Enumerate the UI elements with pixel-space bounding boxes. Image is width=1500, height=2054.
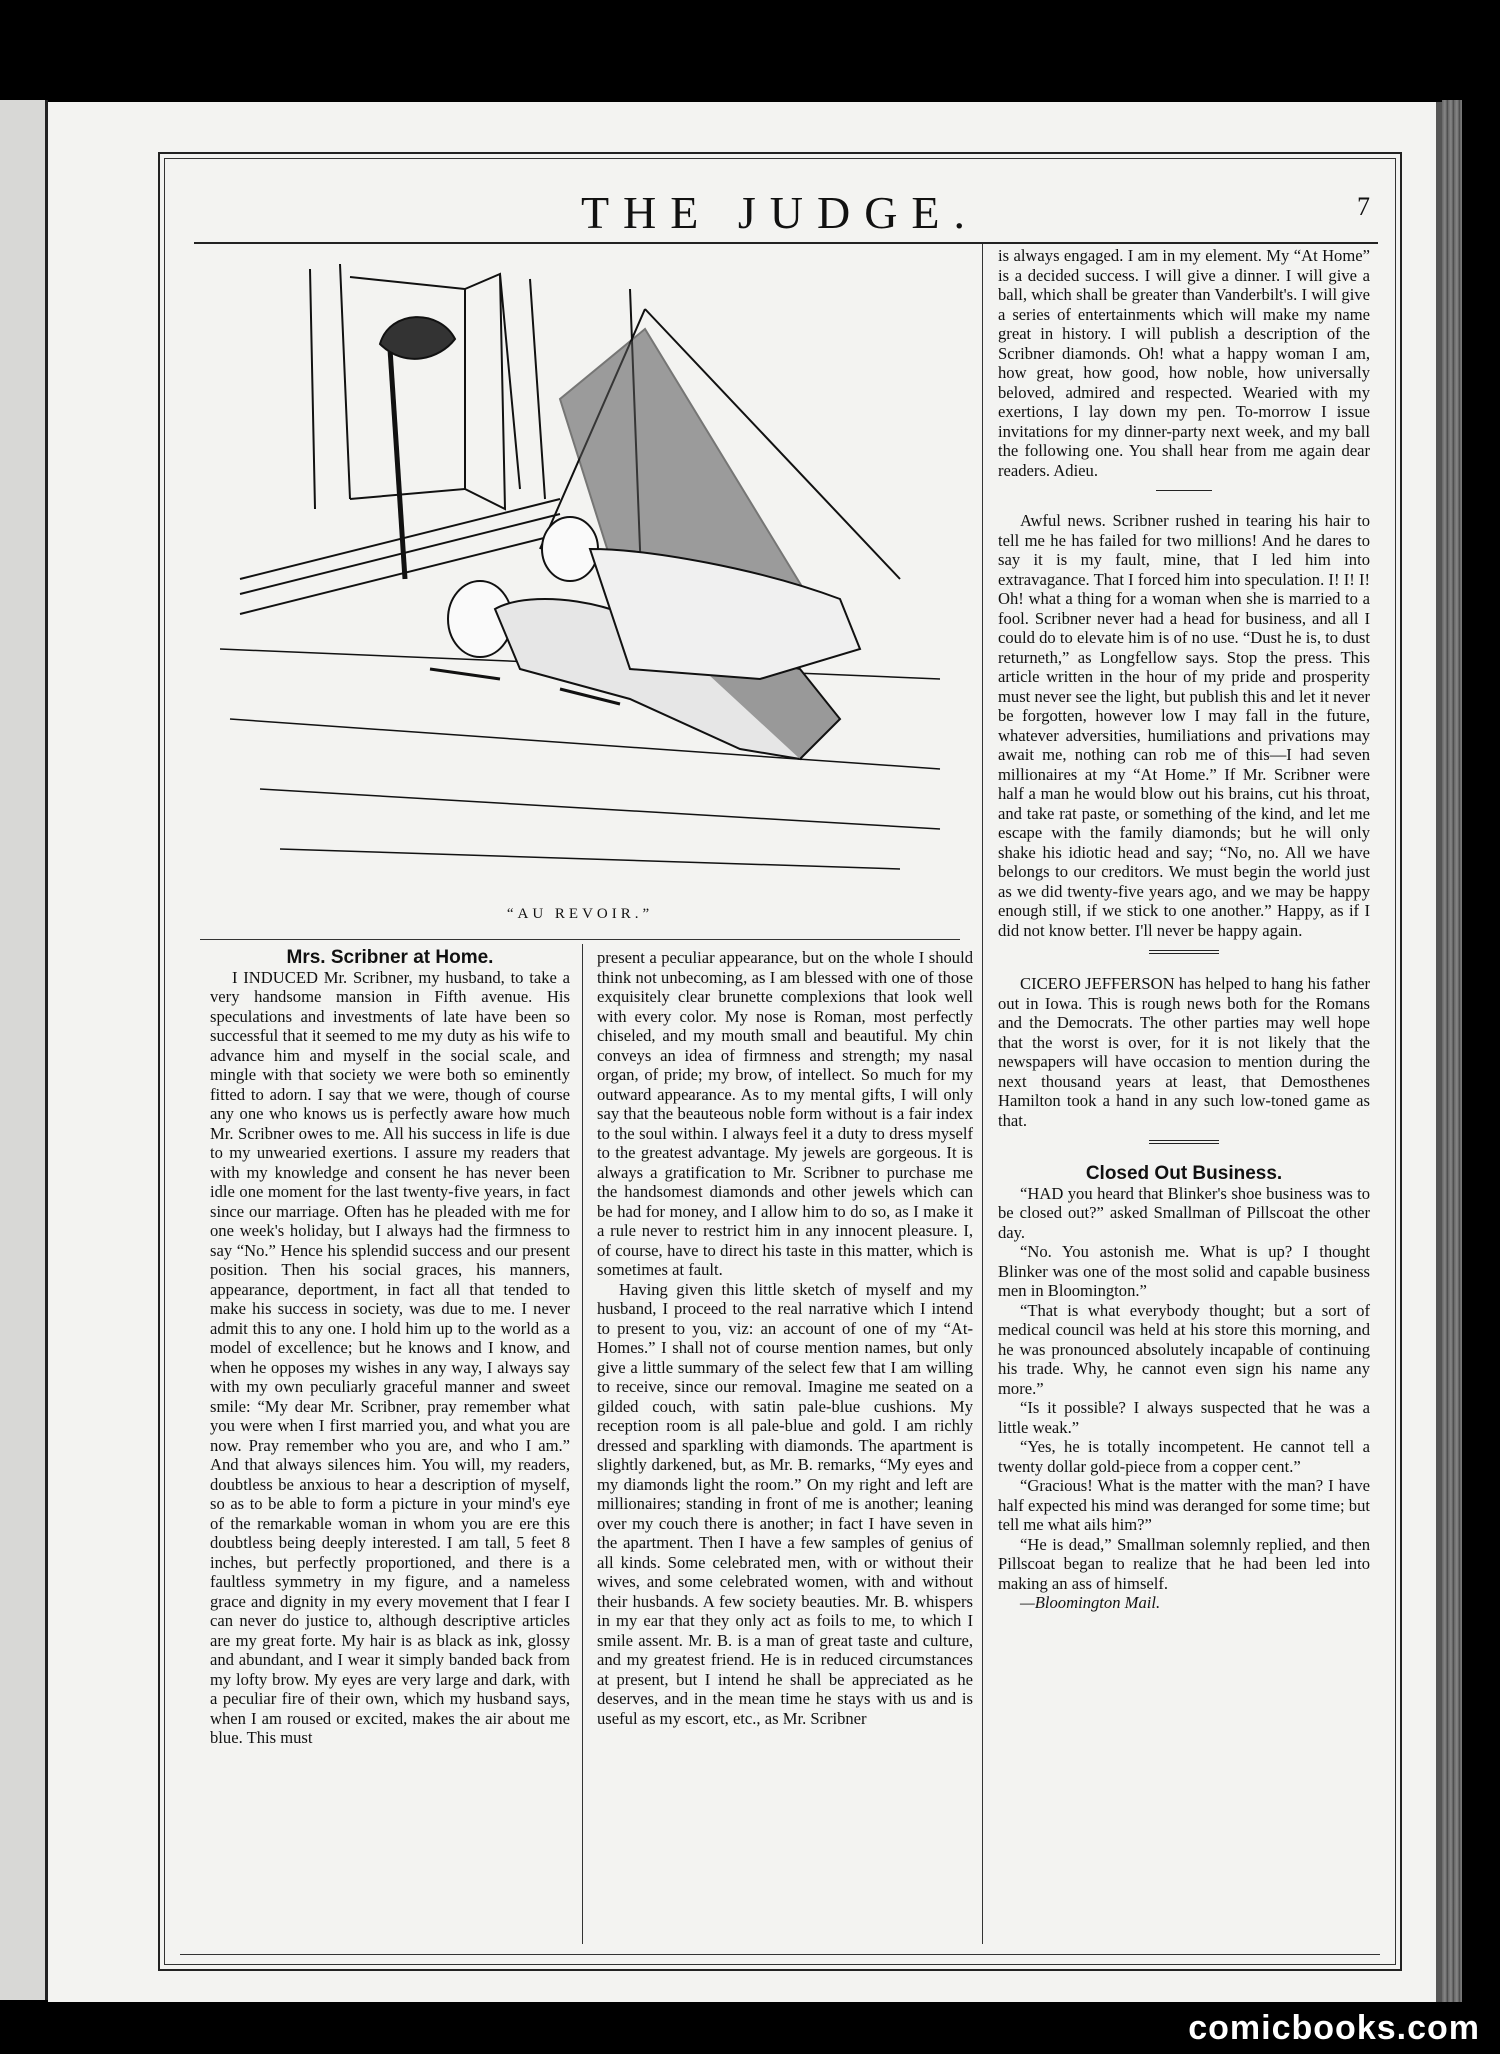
masthead: THE JUDGE. <box>580 187 980 238</box>
book-spine-edge <box>1442 100 1462 2002</box>
page-frame <box>158 152 1402 1971</box>
footer-rule <box>180 1954 1380 1955</box>
article-paragraph: I INDUCED Mr. Scribner, my husband, to take a very handsome mansion in Fifth avenue. His speculations and investments of late have been so successful that it seemed to me my duty as his wife to advance him and myself in the social scale, and mingle with that society we were both so eminently fitted to adorn. I say that we were, though of course any one who knows us is perfectly aware how much Mr. Scribner owes to me. All his success in life is due to my unwearied exertions. I assure my readers that with my knowledge and consent he has never been idle one moment for the last twenty-five years, in fact since our marriage. Often has he pleaded with me for one week's holiday, but I always had the firmness to say “No.” Hence his splendid success and our present position. Then his social graces, his manners, appearance, deportment, in fact all that tended to make his success in society, was due to me. I never admit this to any one. I hold him up to the world as a model of excellence; but he knows and I know, and when he opposes my wishes in any way, I always say with my own peculiarly graceful manner and sweet smile: “My dear Mr. Scribner, pray remember what you were when I first married you, and what you are now. Pray remember who you are, and who I am.” And that always silences him. You will, my readers, doubtless be anxious to hear a description of myself, so as to be able to form a picture in your mind's eye of the remarkable woman in whom you are ere this doubtless being deeply interested. I am tall, 5 feet 8 inches, but perfectly proportioned, and there is a faultless symmetry in my figure, and a nameless grace and dignity in my every movement that I fear I can never do justice to, although descriptive articles are my great forte. My hair is as black as ink, glossy and abundant, and I wear it simply banded back from my lofty brow. My eyes are very large and dark, with a peculiar fire of their own, which my husband says, when I am roused or excited, makes the air about me blue. This must <box>210 967 570 1747</box>
article-column-2 <box>597 948 973 1728</box>
left-page-edge <box>0 100 48 2000</box>
illustration <box>200 249 960 939</box>
column-rule-2 <box>982 244 983 1944</box>
article-column-3 <box>998 246 1370 1613</box>
article-cicero-jefferson: CICERO JEFFERSON has helped to hang his father out in Iowa. This is rough news both for the Romans and the Democrats. The other parties may well hope that the worst is over, for it is not likely that the newspapers will have occasion to mention during the next thousand years at least, that Demosthenes Hamilton took a hand in any such low-toned game as that. <box>998 974 1370 1130</box>
figures <box>430 517 860 759</box>
article-paragraph: “Yes, he is totally incompetent. He cannot tell a twenty dollar gold-piece from a copper cent.” <box>998 1437 1370 1476</box>
article-paragraph: “No. You astonish me. What is up? I thought Blinker was one of the most solid and capable business men in Bloomington.” <box>998 1242 1370 1300</box>
section-separator <box>1149 950 1219 954</box>
watermark: comicbooks.com <box>1188 2009 1480 2047</box>
cat-figure <box>380 317 455 359</box>
article-paragraph: “Gracious! What is the matter with the man? I have half expected his mind was deranged for some time; but tell me what ails him?” <box>998 1476 1370 1534</box>
article-paragraph: Awful news. Scribner rushed in tearing his hair to tell me he has failed for two millions! And he dares to say it is my fault, mine, that I led him into extravagance. That I forced him into speculation. I! I! I! Oh! what a thing for a woman when she is married to a fool. Scribner never had a head for business, and all I could do to elevate him is of no use. “Dust he is, to dust returneth,” as Longfellow says. Stop the press. This article written in the hour of my pride and prosperity must never see the light, but publish this and let it never be forgotten, however low I may fall in the future, whatever adversities, humiliations and privations may await me, nothing can rob me of this—I had seven millionaires at my “At Home.” If Mr. Scribner were half a man he would blow out his brains, cut his throat, and take rat paste, or something of the kind, and let me escape with the family diamonds; but he will only shake his idiotic head and say; “No, no. All we have belongs to our creditors. We must begin the world just as we did twenty-five years ago, and we may be happy enough still, if we stick to one another.” Happy, as if I did not know better. I'll never be happy again. <box>998 511 1370 940</box>
article-paragraph: “HAD you heard that Blinker's shoe business was to be closed out?” asked Smallman of Pillscoat the other day. <box>998 1183 1370 1242</box>
illustration-drawing <box>200 249 960 889</box>
section-separator <box>1149 1140 1219 1144</box>
section-separator <box>1156 490 1212 491</box>
newspaper-page <box>48 102 1442 2002</box>
article-paragraph: “He is dead,” Smallman solemnly replied, and then Pillscoat began to realize that he had been led into making an ass of himself. <box>998 1534 1370 1593</box>
illustration-caption: “AU REVOIR.” <box>506 906 654 922</box>
article-paragraph: is always engaged. I am in my element. My “At Home” is a decided success. I will give a dinner. I will give a ball, which shall be greater than Vanderbilt's. I will give a series of entertainments which will make my name great in history. I will publish a description of the Scribner diamonds. Oh! what a happy woman I am, how great, how good, how noble, how universally beloved, admired and respected. Wearied with my exertions, I lay down my pen. To-morrow I issue invitations for my dinner-party next week, and my ball the following one. You shall hear from me again dear readers. Adieu. <box>998 246 1370 480</box>
woman-dress <box>590 549 860 679</box>
article-column-1 <box>210 948 570 1748</box>
article-paragraph: “Is it possible? I always suspected that he was a little weak.” <box>998 1398 1370 1437</box>
article-paragraph: present a peculiar appearance, but on the whole I should think not unbecoming, as I am blessed with one of those exquisitely clear brunette complexions that look well with every color. My nose is Roman, most perfectly chiseled, and my mouth small and beautiful. My chin conveys an idea of firmness and strength; my nasal organ, of pride; my brow, of intellect. So much for my outward appearance. As to my mental gifts, I will only say that the beauteous noble form without is a fair index to the soul within. I always feel it a duty to dress myself to the greatest advantage. My jewels are gorgeous. It is always a gratification to Mr. Scribner to purchase me the handsomest diamonds and other jewels which can be had for money, and I allow him to do so, as I make it a rule never to restrict him in any innocent pleasure. I, of course, have to direct his taste in this matter, which is sometimes at fault. <box>597 948 973 1279</box>
article-paragraph: Having given this little sketch of myself and my husband, I proceed to the real narrative which I intend to present to you, viz: an account of one of my “At-Homes.” I shall not of course mention names, but only give a little summary of the select few that I am willing to receive, since our removal. Imagine me seated on a gilded couch, with satin pale-blue cushions. My reception room is all pale-blue and gold. I am richly dressed and sparkling with diamonds. The apartment is slightly darkened, but, as Mr. B. remarks, “My eyes and my diamonds light the room.” On my right and left are millionaires; standing in front of me is another; leaning over my couch there is another; in fact I have seven in the apartment. Then I have a few samples of genius of all kinds. Some celebrated men, with or without their wives, and some celebrated women, with and without their husbands. A few society beauties. Mr. B. whispers in my ear that they only act as foils to me, to which I smile assent. Mr. B. is a man of great taste and culture, and my greatest friend. He is in reduced circumstances at present, but I intend he shall be appreciated as he deserves, and in the mean time he stays with us and is useful as my escort, etc., as Mr. Scribner <box>597 1279 973 1728</box>
article-paragraph: “That is what everybody thought; but a sort of medical council was held at his store this morning, and he was pronounced absolutely incapable of continuing his trade. Why, he cannot even sign his name any more.” <box>998 1300 1370 1398</box>
article-title-mrs-scribner: Mrs. Scribner at Home. <box>286 947 494 968</box>
page-number: 7 <box>1357 192 1370 221</box>
illustration-bottom-rule <box>200 939 960 940</box>
article-source-credit: —Bloomington Mail. <box>1020 1593 1161 1612</box>
article-title-closed-out-business: Closed Out Business. <box>1085 1163 1283 1184</box>
window-frame <box>310 264 465 509</box>
umbrella <box>390 349 405 579</box>
header-rule <box>194 242 1378 244</box>
column-rule-1 <box>582 944 583 1944</box>
